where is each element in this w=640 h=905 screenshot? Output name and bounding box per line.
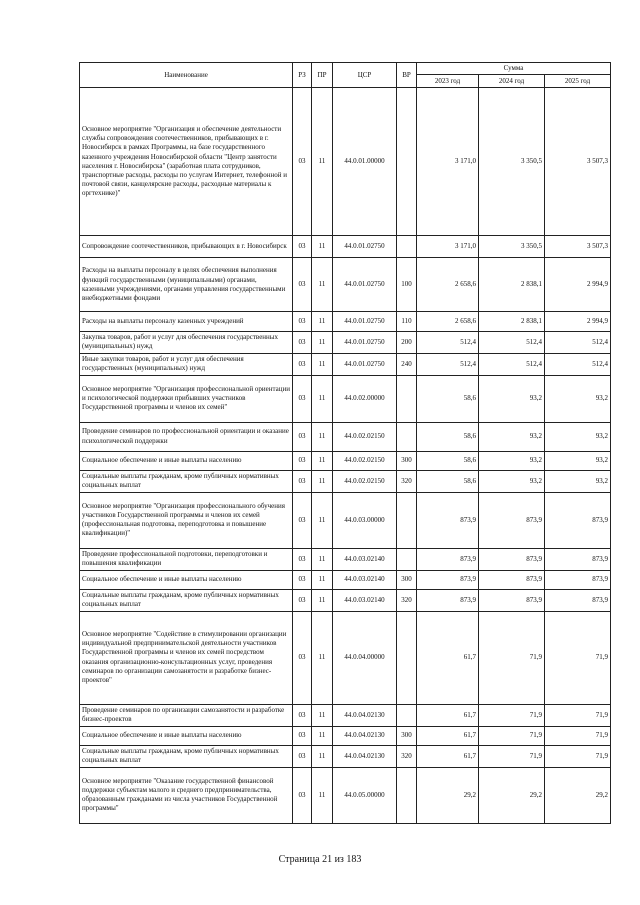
- table-body: [80, 88, 611, 823]
- cell-2024: 93,2: [479, 451, 545, 470]
- cell-2025: 71,9: [545, 745, 611, 767]
- cell-pr: 11: [312, 470, 333, 492]
- cell-2025: 2 994,9: [545, 258, 611, 312]
- cell-csr: 44.0.04.02130: [333, 704, 397, 726]
- table-header: [80, 63, 611, 88]
- cell-rz: 03: [293, 704, 312, 726]
- header-name: Наименование: [80, 63, 293, 88]
- cell-name: Основное мероприятие "Организация профессиональной ориентации и психологической поддержки прибывших участников Государственной программы и членов их семей": [80, 375, 293, 422]
- cell-vr: 300: [397, 570, 417, 589]
- cell-2025: 93,2: [545, 422, 611, 451]
- header-pr: ПР: [312, 63, 333, 88]
- cell-name: Расходы на выплаты персоналу казенных учреждений: [80, 312, 293, 332]
- cell-name: Социальное обеспечение и иные выплаты населению: [80, 726, 293, 745]
- cell-2024: 873,9: [479, 570, 545, 589]
- cell-vr: 320: [397, 745, 417, 767]
- cell-vr: 320: [397, 589, 417, 611]
- cell-pr: 11: [312, 451, 333, 470]
- header-sums: Сумма: [417, 63, 611, 75]
- cell-pr: 11: [312, 745, 333, 767]
- cell-csr: 44.0.04.02130: [333, 745, 397, 767]
- cell-2025: 29,2: [545, 767, 611, 823]
- cell-2025: 512,4: [545, 353, 611, 375]
- cell-rz: 03: [293, 548, 312, 570]
- table-row: [80, 570, 611, 589]
- cell-2025: 873,9: [545, 589, 611, 611]
- cell-name: Иные закупки товаров, работ и услуг для обеспечения государственных (муниципальных) нужд: [80, 353, 293, 375]
- cell-pr: 11: [312, 492, 333, 548]
- cell-name: Социальные выплаты гражданам, кроме публичных нормативных социальных выплат: [80, 589, 293, 611]
- cell-name: Основное мероприятие "Содействие в стимулировании организации индивидуальной предпринимательской деятельности участников Государственной программы и членов их семей посредством оказания организационно-консультационных услуг, проведения семинаров по организации самозанятости и разработке бизнес-проектов": [80, 611, 293, 704]
- cell-2023: 873,9: [417, 570, 479, 589]
- cell-rz: 03: [293, 726, 312, 745]
- cell-pr: 11: [312, 422, 333, 451]
- cell-vr: [397, 422, 417, 451]
- cell-2024: 93,2: [479, 375, 545, 422]
- header-csr: ЦСР: [333, 63, 397, 88]
- cell-vr: 300: [397, 726, 417, 745]
- cell-name: Социальное обеспечение и иные выплаты населению: [80, 570, 293, 589]
- cell-rz: 03: [293, 745, 312, 767]
- cell-rz: 03: [293, 611, 312, 704]
- header-rz: РЗ: [293, 63, 312, 88]
- cell-2025: 3 507,3: [545, 88, 611, 236]
- cell-2024: 2 838,1: [479, 312, 545, 332]
- cell-pr: 11: [312, 236, 333, 258]
- cell-2024: 71,9: [479, 704, 545, 726]
- cell-2025: 873,9: [545, 548, 611, 570]
- cell-2024: 3 350,5: [479, 88, 545, 236]
- cell-csr: 44.0.01.02750: [333, 312, 397, 332]
- cell-name: Основное мероприятие "Организация профессионального обучения участников Государственной программы и членов их семей (профессиональная подготовка, переподготовка и повышение квалификации)": [80, 492, 293, 548]
- table-row: [80, 589, 611, 611]
- cell-csr: 44.0.02.02150: [333, 451, 397, 470]
- cell-vr: 100: [397, 258, 417, 312]
- cell-name: Социальные выплаты гражданам, кроме публичных нормативных социальных выплат: [80, 745, 293, 767]
- cell-2024: 71,9: [479, 726, 545, 745]
- cell-csr: 44.0.02.00000: [333, 375, 397, 422]
- cell-csr: 44.0.01.02750: [333, 332, 397, 353]
- cell-vr: 110: [397, 312, 417, 332]
- cell-csr: 44.0.04.00000: [333, 611, 397, 704]
- cell-rz: 03: [293, 492, 312, 548]
- cell-vr: [397, 704, 417, 726]
- cell-pr: 11: [312, 767, 333, 823]
- table-row: [80, 611, 611, 704]
- table-row: [80, 492, 611, 548]
- cell-rz: 03: [293, 589, 312, 611]
- cell-pr: 11: [312, 548, 333, 570]
- cell-csr: 44.0.01.02750: [333, 236, 397, 258]
- table-row: [80, 548, 611, 570]
- cell-2023: 512,4: [417, 332, 479, 353]
- cell-2024: 873,9: [479, 492, 545, 548]
- cell-name: Проведение профессиональной подготовки, переподготовки и повышения квалификации: [80, 548, 293, 570]
- cell-pr: 11: [312, 353, 333, 375]
- cell-2023: 61,7: [417, 704, 479, 726]
- cell-pr: 11: [312, 704, 333, 726]
- cell-2024: 71,9: [479, 611, 545, 704]
- cell-csr: 44.0.02.02150: [333, 470, 397, 492]
- cell-pr: 11: [312, 611, 333, 704]
- cell-2025: 512,4: [545, 332, 611, 353]
- cell-name: Закупка товаров, работ и услуг для обеспечения государственных (муниципальных) нужд: [80, 332, 293, 353]
- cell-rz: 03: [293, 332, 312, 353]
- cell-csr: 44.0.01.02750: [333, 258, 397, 312]
- cell-2023: 512,4: [417, 353, 479, 375]
- cell-pr: 11: [312, 312, 333, 332]
- cell-2023: 873,9: [417, 589, 479, 611]
- cell-name: Основное мероприятие "Оказание государственной финансовой поддержки субъектам малого и среднего предпринимательства, образованным гражданами из числа участников Государственной программы": [80, 767, 293, 823]
- table-row: [80, 767, 611, 823]
- cell-rz: 03: [293, 470, 312, 492]
- cell-2025: 93,2: [545, 470, 611, 492]
- cell-2024: 3 350,5: [479, 236, 545, 258]
- cell-2024: 71,9: [479, 745, 545, 767]
- cell-pr: 11: [312, 332, 333, 353]
- cell-2025: 93,2: [545, 375, 611, 422]
- cell-csr: 44.0.03.02140: [333, 570, 397, 589]
- cell-2023: 3 171,0: [417, 236, 479, 258]
- header-2025: 2025 год: [545, 75, 611, 88]
- cell-pr: 11: [312, 726, 333, 745]
- cell-2023: 873,9: [417, 548, 479, 570]
- table-row: [80, 745, 611, 767]
- table-row: [80, 704, 611, 726]
- cell-rz: 03: [293, 422, 312, 451]
- cell-2023: 873,9: [417, 492, 479, 548]
- cell-2023: 58,6: [417, 422, 479, 451]
- cell-2025: 71,9: [545, 704, 611, 726]
- cell-2024: 93,2: [479, 470, 545, 492]
- cell-vr: 320: [397, 470, 417, 492]
- cell-2025: 3 507,3: [545, 236, 611, 258]
- cell-vr: 240: [397, 353, 417, 375]
- cell-vr: [397, 88, 417, 236]
- page-number: Страница 21 из 183: [278, 854, 362, 865]
- cell-vr: 200: [397, 332, 417, 353]
- cell-vr: [397, 548, 417, 570]
- cell-rz: 03: [293, 312, 312, 332]
- cell-2023: 58,6: [417, 375, 479, 422]
- table-row: [80, 451, 611, 470]
- table-row: [80, 422, 611, 451]
- cell-vr: [397, 236, 417, 258]
- cell-2024: 512,4: [479, 353, 545, 375]
- cell-name: Проведение семинаров по организации самозанятости и разработке бизнес-проектов: [80, 704, 293, 726]
- cell-2025: 873,9: [545, 492, 611, 548]
- cell-rz: 03: [293, 258, 312, 312]
- table-row: [80, 470, 611, 492]
- cell-vr: [397, 375, 417, 422]
- cell-rz: 03: [293, 353, 312, 375]
- cell-pr: 11: [312, 88, 333, 236]
- cell-2023: 2 658,6: [417, 258, 479, 312]
- cell-2023: 3 171,0: [417, 88, 479, 236]
- cell-2025: 71,9: [545, 611, 611, 704]
- cell-name: Социальные выплаты гражданам, кроме публичных нормативных социальных выплат: [80, 470, 293, 492]
- cell-csr: 44.0.01.02750: [333, 353, 397, 375]
- cell-2023: 58,6: [417, 470, 479, 492]
- cell-name: Проведение семинаров по профессиональной ориентации и оказание психологической поддержки: [80, 422, 293, 451]
- cell-2025: 71,9: [545, 726, 611, 745]
- cell-2025: 93,2: [545, 451, 611, 470]
- cell-pr: 11: [312, 589, 333, 611]
- table-row: [80, 312, 611, 332]
- cell-rz: 03: [293, 375, 312, 422]
- cell-2025: 873,9: [545, 570, 611, 589]
- cell-2024: 93,2: [479, 422, 545, 451]
- cell-2024: 2 838,1: [479, 258, 545, 312]
- cell-rz: 03: [293, 767, 312, 823]
- cell-rz: 03: [293, 88, 312, 236]
- table-row: [80, 258, 611, 312]
- cell-2023: 61,7: [417, 745, 479, 767]
- cell-2024: 512,4: [479, 332, 545, 353]
- table-row: [80, 375, 611, 422]
- cell-csr: 44.0.04.02130: [333, 726, 397, 745]
- cell-csr: 44.0.01.00000: [333, 88, 397, 236]
- cell-rz: 03: [293, 570, 312, 589]
- cell-2024: 873,9: [479, 548, 545, 570]
- cell-vr: [397, 611, 417, 704]
- cell-name: Расходы на выплаты персоналу в целях обеспечения выполнения функций государственными (муниципальными) органами, казенными учреждениями, органами управления государственными внебюджетными фондами: [80, 258, 293, 312]
- cell-name: Социальное обеспечение и иные выплаты населению: [80, 451, 293, 470]
- cell-2023: 29,2: [417, 767, 479, 823]
- header-2023: 2023 год: [417, 75, 479, 88]
- cell-pr: 11: [312, 570, 333, 589]
- cell-csr: 44.0.03.02140: [333, 548, 397, 570]
- cell-vr: [397, 767, 417, 823]
- cell-rz: 03: [293, 236, 312, 258]
- header-vr: ВР: [397, 63, 417, 88]
- table-row: [80, 88, 611, 236]
- cell-2023: 61,7: [417, 726, 479, 745]
- table-row: [80, 236, 611, 258]
- table-row: [80, 332, 611, 353]
- cell-csr: 44.0.03.02140: [333, 589, 397, 611]
- cell-2023: 58,6: [417, 451, 479, 470]
- cell-csr: 44.0.02.02150: [333, 422, 397, 451]
- cell-2025: 2 994,9: [545, 312, 611, 332]
- table-row: [80, 726, 611, 745]
- cell-2023: 2 658,6: [417, 312, 479, 332]
- header-2024: 2024 год: [479, 75, 545, 88]
- cell-vr: 300: [397, 451, 417, 470]
- cell-2024: 29,2: [479, 767, 545, 823]
- cell-2024: 873,9: [479, 589, 545, 611]
- cell-2023: 61,7: [417, 611, 479, 704]
- cell-name: Основное мероприятие "Организация и обеспечение деятельности службы сопровождения соотечественников, прибывающих в г. Новосибирск в рамках Программы, на базе государственного казенного учреждения Новосибирской области "Центр занятости населения г. Новосибирска" (заработная плата сотрудников, транспортные расходы, расходы по услугам Интернет, телефонной и почтовой связи, канцелярские расходы, расходные материалы к оргтехнике)": [80, 88, 293, 236]
- cell-pr: 11: [312, 375, 333, 422]
- budget-table: [79, 62, 611, 824]
- cell-name: Сопровождение соотечественников, прибывающих в г. Новосибирск: [80, 236, 293, 258]
- cell-pr: 11: [312, 258, 333, 312]
- cell-rz: 03: [293, 451, 312, 470]
- cell-csr: 44.0.05.00000: [333, 767, 397, 823]
- cell-vr: [397, 492, 417, 548]
- table-row: [80, 353, 611, 375]
- cell-csr: 44.0.03.00000: [333, 492, 397, 548]
